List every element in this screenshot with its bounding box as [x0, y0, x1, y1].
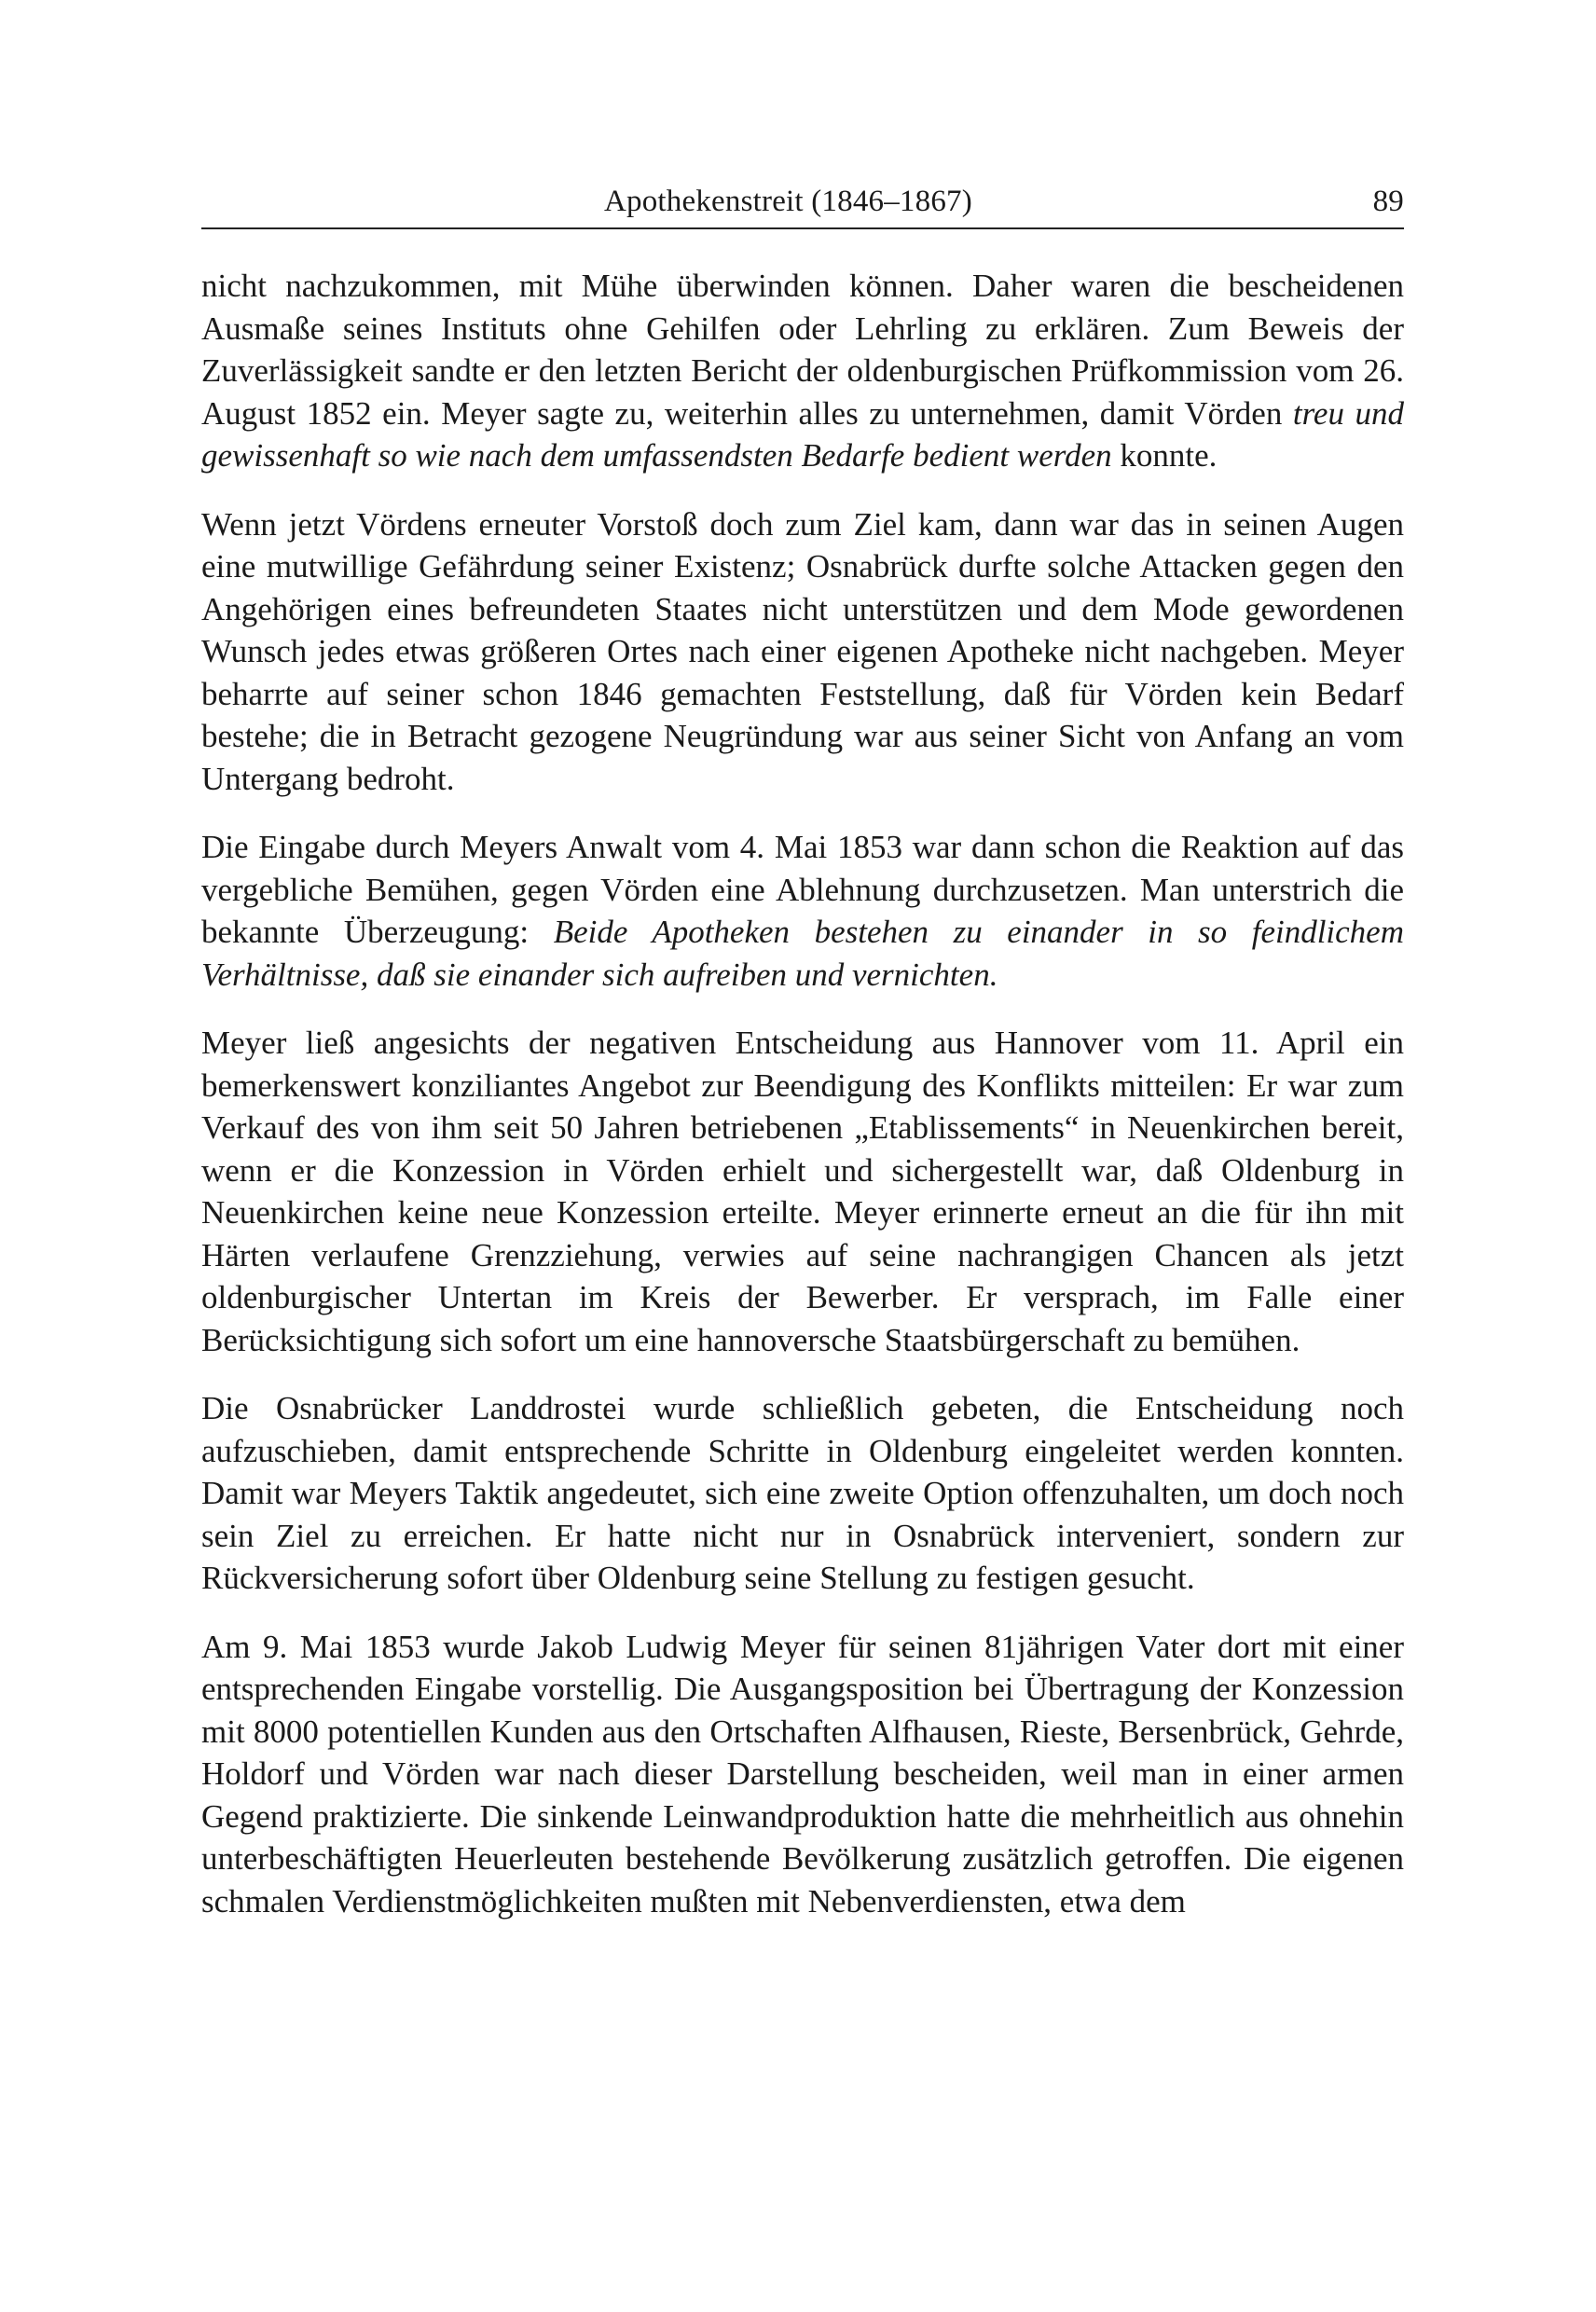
page-number: 89 — [1372, 185, 1404, 218]
italic-quote: Beide Apotheken bestehen zu einander in so feindlichem Verhältnisse, daß sie einander sich aufreiben und vernichten. — [201, 914, 1404, 993]
text-run: Am 9. Mai 1853 wurde Jakob Ludwig Meyer für seinen 81jährigen Vater dort mit einer entsprechenden Eingabe vorstellig. Die Ausgangsposition bei Übertragung der Konzession mit 8000 potentiellen Kunden aus den Ortschaften Alfhausen, Rieste, Bersenbrück, Gehrde, Holdorf und Vörden war nach dieser Darstellung bescheiden, weil man in einer armen Gegend praktizierte. Die sinkende Leinwandproduktion hatte die mehrheitlich aus ohnehin unterbeschäftigten Heuerleuten bestehende Bevölkerung zusätzlich getroffen. Die eigenen schmalen Verdienstmöglichkeiten mußten mit Nebenverdiensten, etwa dem — [201, 1628, 1404, 1920]
paragraph-6 — [201, 1626, 1404, 1923]
text-run: nicht nachzukommen, mit Mühe überwinden können. Daher waren die bescheidenen Ausmaße seines Instituts ohne Gehilfen oder Lehrling zu erklären. Zum Beweis der Zuverlässigkeit sandte er den letzten Bericht der oldenburgischen Prüfkommission vom 26. August 1852 ein. Meyer sagte zu, weiterhin alles zu unternehmen, damit Vörden — [201, 268, 1404, 432]
italic-quote: treu und gewissenhaft so wie nach dem umfassendsten Bedarfe bedient werden — [201, 394, 1404, 474]
text-run: Die Eingabe durch Meyers Anwalt vom 4. Mai 1853 war dann schon die Reaktion auf das vergebliche Bemühen, gegen Vörden eine Ablehnung durchzusetzen. Man unterstrich die bekannte Überzeugung: — [201, 829, 1404, 950]
paragraph-3 — [201, 826, 1404, 996]
paragraph-1 — [201, 265, 1404, 477]
text-run: Wenn jetzt Vördens erneuter Vorstoß doch zum Ziel kam, dann war das in seinen Augen eine mutwillige Gefährdung seiner Existenz; Osnabrück durfte solche Attacken gegen den Angehörigen eines befreundeten Staates nicht unterstützen und dem Mode gewordenen Wunsch jedes etwas größeren Ortes nach einer eigenen Apotheke nicht nachgeben. Meyer beharrte auf seiner schon 1846 gemachten Feststellung, daß für Vörden kein Bedarf bestehe; die in Betracht gezogene Neugründung war aus seiner Sicht von Anfang an vom Untergang bedroht. — [201, 505, 1404, 797]
text-run: Die Osnabrücker Landdrostei wurde schließlich gebeten, die Entscheidung noch aufzuschieben, damit entsprechende Schritte in Oldenburg eingeleitet werden konnten. Damit war Meyers Taktik angedeutet, sich eine zweite Option offenzuhalten, um doch noch sein Ziel zu erreichen. Er hatte nicht nur in Osnabrück interveniert, sondern zur Rückversicherung sofort über Oldenburg seine Stellung zu festigen gesucht. — [201, 1390, 1404, 1596]
running-header — [201, 183, 1404, 229]
body-text — [201, 265, 1404, 1948]
text-run: konnte. — [1111, 437, 1218, 474]
text-run: Meyer ließ angesichts der negativen Entscheidung aus Hannover vom 11. April ein bemerkenswert konziliantes Angebot zur Beendigung des Konflikts mitteilen: Er war zum Verkauf des von ihm seit 50 Jahren betriebenen „Etablissements“ in Neuenkirchen bereit, wenn er die Konzession in Vörden erhielt und sichergestellt war, daß Oldenburg in Neuenkirchen keine neue Konzession erteilte. Meyer erinnerte erneut an die für ihn mit Härten verlaufene Grenzziehung, verwies auf seine nachrangigen Chancen als jetzt oldenburgischer Untertan im Kreis der Bewerber. Er versprach, im Falle einer Berücksichtigung sich sofort um eine hannoversche Staatsbürgerschaft zu bemühen. — [201, 1025, 1404, 1358]
paragraph-2 — [201, 503, 1404, 801]
paragraph-4 — [201, 1022, 1404, 1361]
running-title: Apothekenstreit (1846–1867) — [604, 185, 972, 218]
paragraph-5 — [201, 1387, 1404, 1600]
